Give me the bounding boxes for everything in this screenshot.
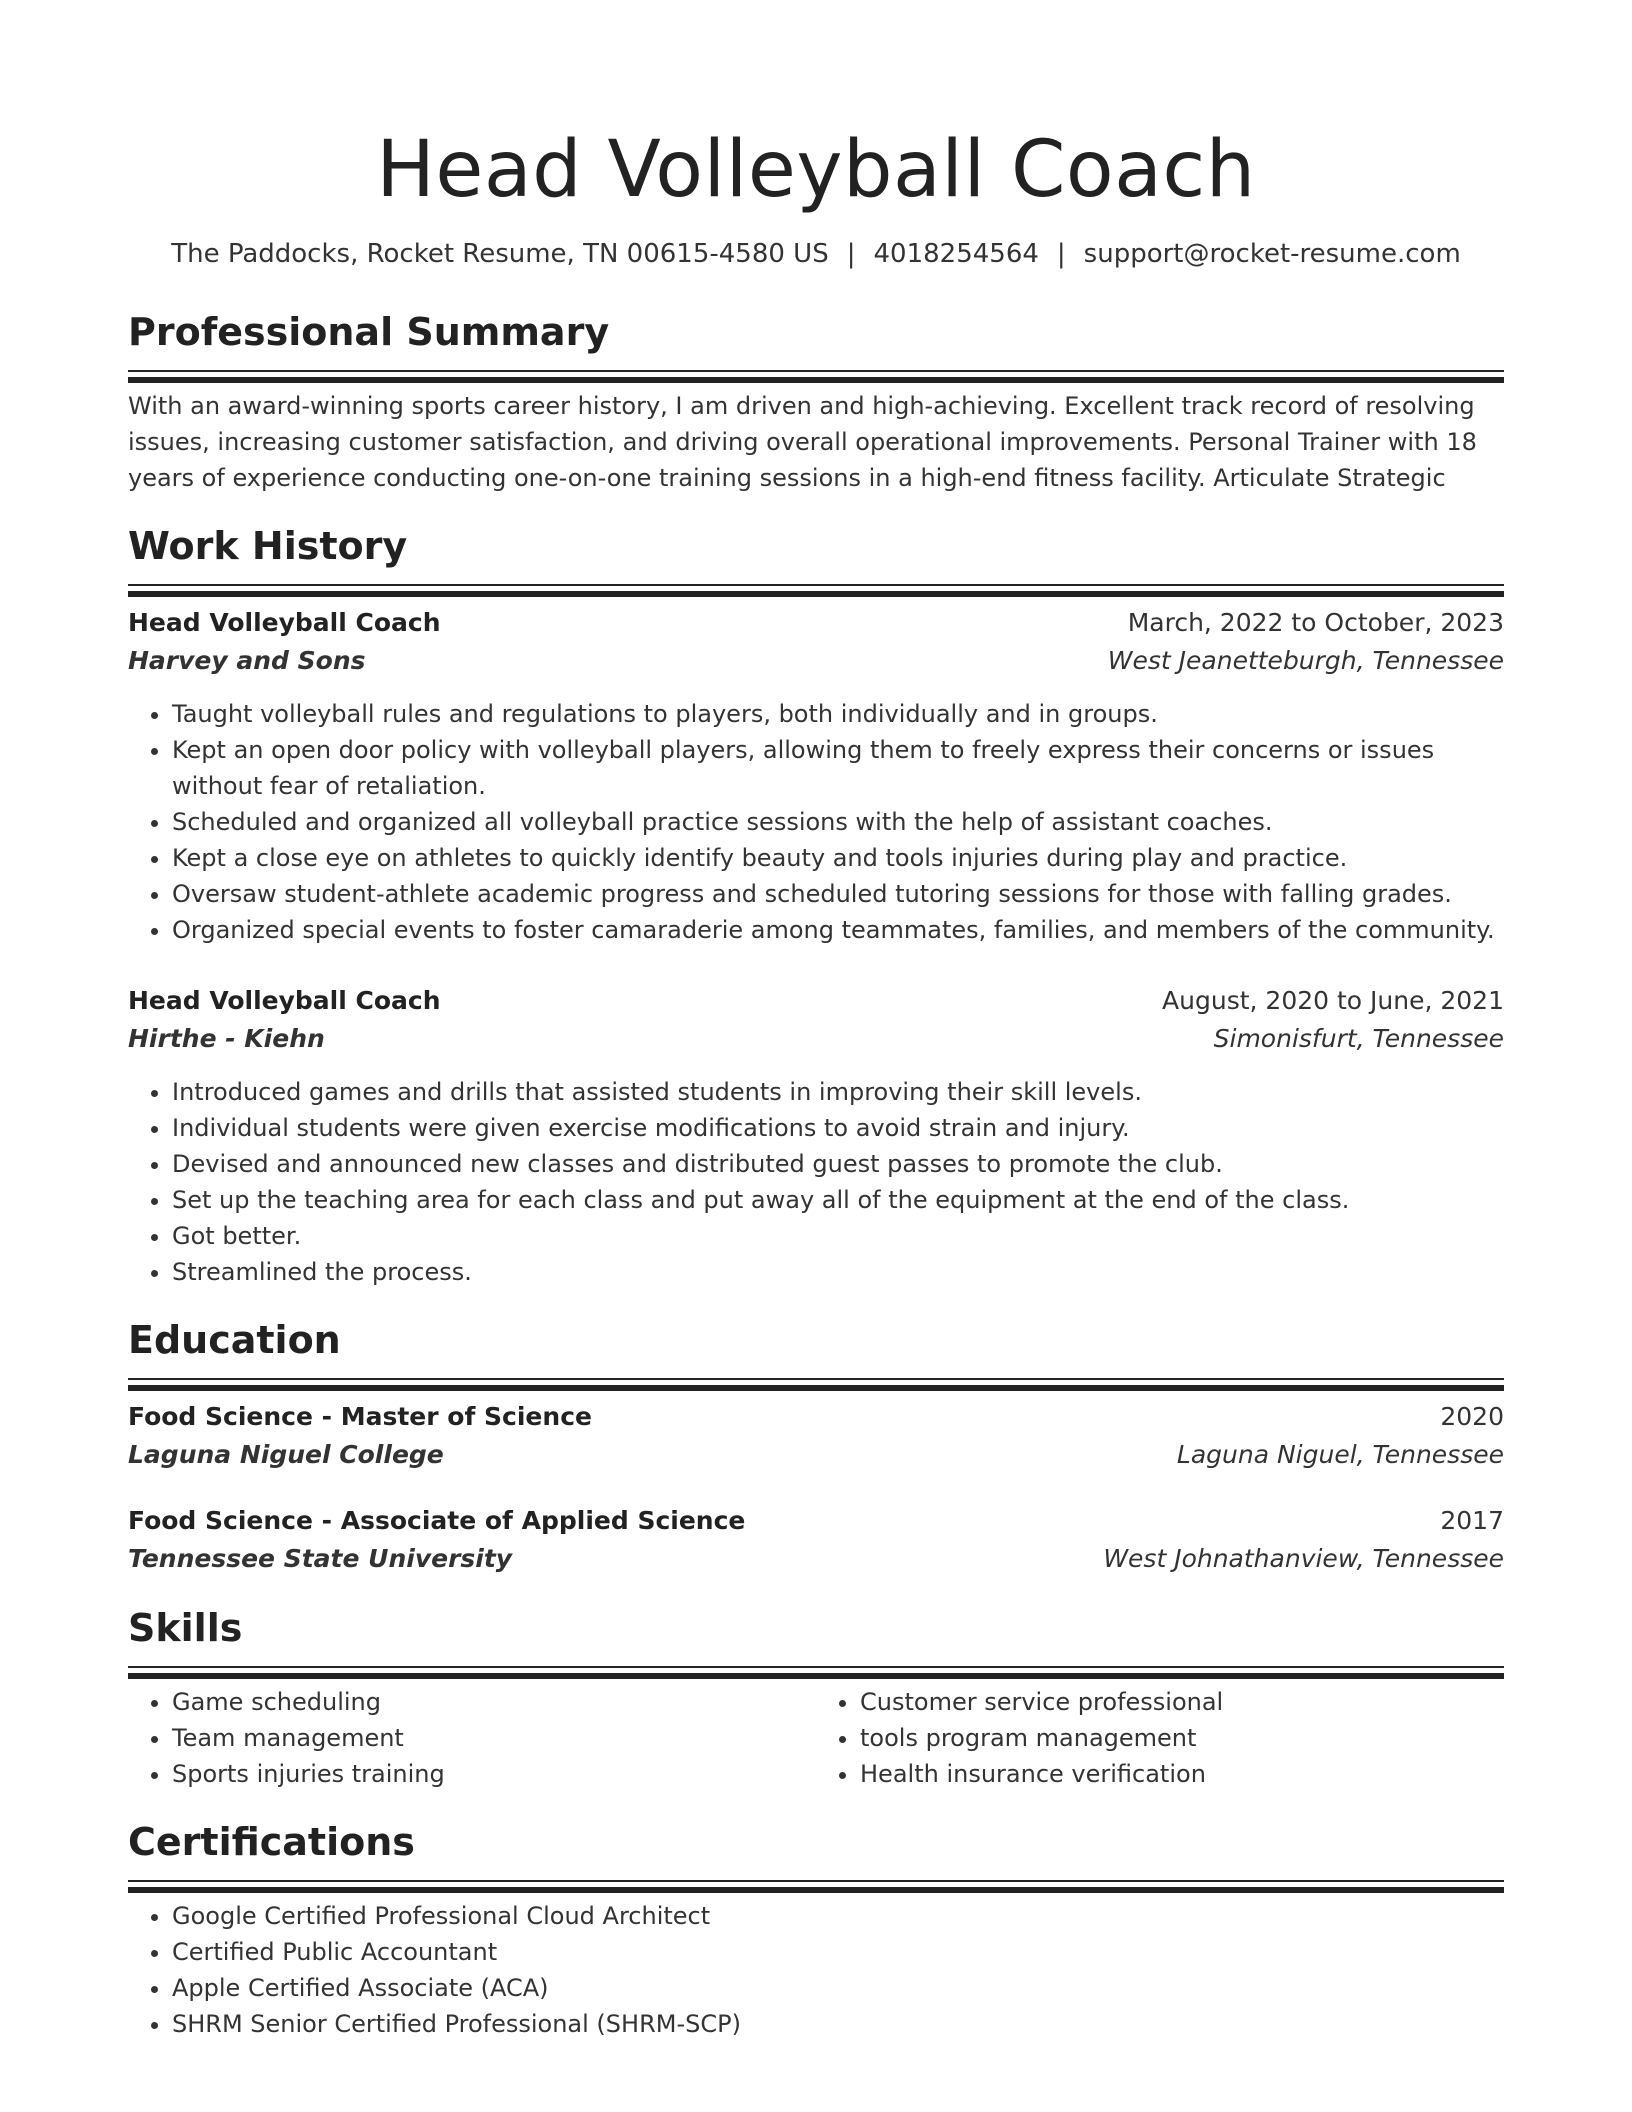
education-subheader bbox=[128, 1540, 1504, 1578]
contact-email: support@rocket-resume.com bbox=[1083, 239, 1461, 269]
skill-item: • Health insurance verification bbox=[860, 1756, 1504, 1792]
job-location: Simonisfurt, Tennessee bbox=[1213, 1024, 1504, 1053]
job-subheader bbox=[128, 1020, 1504, 1058]
job-entry bbox=[128, 604, 1504, 948]
contact-line bbox=[128, 236, 1504, 272]
education-year: 2020 bbox=[1440, 1402, 1504, 1431]
job-bullet: • Scheduled and organized all volleyball practice sessions with the help of assistant coaches. bbox=[172, 804, 1504, 840]
job-bullets bbox=[128, 1074, 1504, 1290]
certification-item: • Apple Certified Associate (ACA) bbox=[172, 1970, 1504, 2006]
certifications-section bbox=[128, 1818, 1504, 2042]
section-divider bbox=[128, 584, 1504, 586]
section-title-work: Work History bbox=[128, 524, 408, 568]
education-subheader bbox=[128, 1436, 1504, 1474]
skills-column-left bbox=[128, 1684, 816, 1792]
section-divider bbox=[128, 1880, 1504, 1882]
job-dates: March, 2022 to October, 2023 bbox=[1127, 608, 1504, 637]
certification-item: • Certified Public Accountant bbox=[172, 1934, 1504, 1970]
contact-separator: | bbox=[1056, 239, 1066, 269]
education-entry bbox=[128, 1502, 1504, 1578]
contact-phone: 4018254564 bbox=[873, 239, 1039, 269]
job-bullet: • Kept an open door policy with volleyball players, allowing them to freely express their concerns or issues without fear of retaliation. bbox=[172, 732, 1504, 804]
contact-address: The Paddocks, Rocket Resume, TN 00615-4580 US bbox=[171, 239, 829, 269]
summary-section bbox=[128, 308, 1504, 496]
education-school: Tennessee State University bbox=[128, 1544, 513, 1573]
job-bullet: • Streamlined the process. bbox=[172, 1254, 1504, 1290]
job-header bbox=[128, 982, 1504, 1020]
education-degree: Food Science - Master of Science bbox=[128, 1402, 592, 1431]
education-section bbox=[128, 1316, 1504, 1578]
section-divider bbox=[128, 370, 1504, 372]
skill-item: • tools program management bbox=[860, 1720, 1504, 1756]
certification-list bbox=[128, 1898, 1504, 2042]
job-company: Hirthe - Kiehn bbox=[128, 1024, 325, 1053]
job-bullet: • Kept a close eye on athletes to quickly identify beauty and tools injuries during play and practice. bbox=[172, 840, 1504, 876]
certification-item: • SHRM Senior Certified Professional (SHRM-SCP) bbox=[172, 2006, 1504, 2042]
education-entry bbox=[128, 1398, 1504, 1474]
job-bullet: • Taught volleyball rules and regulations to players, both individually and in groups. bbox=[172, 696, 1504, 732]
education-year: 2017 bbox=[1440, 1506, 1504, 1535]
job-bullet: • Devised and announced new classes and distributed guest passes to promote the club. bbox=[172, 1146, 1504, 1182]
section-divider bbox=[128, 1666, 1504, 1668]
job-header bbox=[128, 604, 1504, 642]
education-location: Laguna Niguel, Tennessee bbox=[1176, 1440, 1504, 1469]
education-school: Laguna Niguel College bbox=[128, 1440, 444, 1469]
job-bullet: • Organized special events to foster camaraderie among teammates, families, and members of the community. bbox=[172, 912, 1504, 948]
section-title-certifications: Certifications bbox=[128, 1820, 415, 1864]
job-bullet: • Introduced games and drills that assisted students in improving their skill levels. bbox=[172, 1074, 1504, 1110]
job-bullets bbox=[128, 696, 1504, 948]
job-title: Head Volleyball Coach bbox=[128, 608, 441, 637]
job-title: Head Volleyball Coach bbox=[128, 986, 441, 1015]
skills-grid bbox=[128, 1684, 1504, 1792]
job-entry bbox=[128, 982, 1504, 1290]
skill-item: • Game scheduling bbox=[172, 1684, 816, 1720]
job-location: West Jeanetteburgh, Tennessee bbox=[1107, 646, 1504, 675]
skill-item: • Team management bbox=[172, 1720, 816, 1756]
contact-separator: | bbox=[846, 239, 856, 269]
summary-text: With an award-winning sports career history, I am driven and high-achieving. Excellent track record of resolving issues, increasing customer satisfaction, and driving overall operational improvements. Personal Trainer with 18 years of experience conducting one-on-one training sessions in a high-end fitness facility. Articulate Strategic bbox=[128, 392, 1477, 492]
education-header bbox=[128, 1502, 1504, 1540]
work-section bbox=[128, 522, 1504, 1290]
job-bullet: • Individual students were given exercise modifications to avoid strain and injury. bbox=[172, 1110, 1504, 1146]
section-divider bbox=[128, 1378, 1504, 1380]
job-dates: August, 2020 to June, 2021 bbox=[1162, 986, 1504, 1015]
job-bullet: • Set up the teaching area for each class and put away all of the equipment at the end of the class. bbox=[172, 1182, 1504, 1218]
job-bullet: • Got better. bbox=[172, 1218, 1504, 1254]
education-degree: Food Science - Associate of Applied Science bbox=[128, 1506, 746, 1535]
job-bullet: • Oversaw student-athlete academic progress and scheduled tutoring sessions for those with falling grades. bbox=[172, 876, 1504, 912]
resume-name: Head Volleyball Coach bbox=[376, 125, 1256, 215]
skill-item: • Sports injuries training bbox=[172, 1756, 816, 1792]
job-subheader bbox=[128, 642, 1504, 680]
job-company: Harvey and Sons bbox=[128, 646, 366, 675]
section-title-skills: Skills bbox=[128, 1606, 243, 1650]
skill-item: • Customer service professional bbox=[860, 1684, 1504, 1720]
section-title-summary: Professional Summary bbox=[128, 310, 610, 354]
education-location: West Johnathanview, Tennessee bbox=[1103, 1544, 1504, 1573]
section-title-education: Education bbox=[128, 1318, 341, 1362]
skills-column-right bbox=[816, 1684, 1504, 1792]
skills-section bbox=[128, 1604, 1504, 1792]
education-header bbox=[128, 1398, 1504, 1436]
certification-item: • Google Certified Professional Cloud Architect bbox=[172, 1898, 1504, 1934]
